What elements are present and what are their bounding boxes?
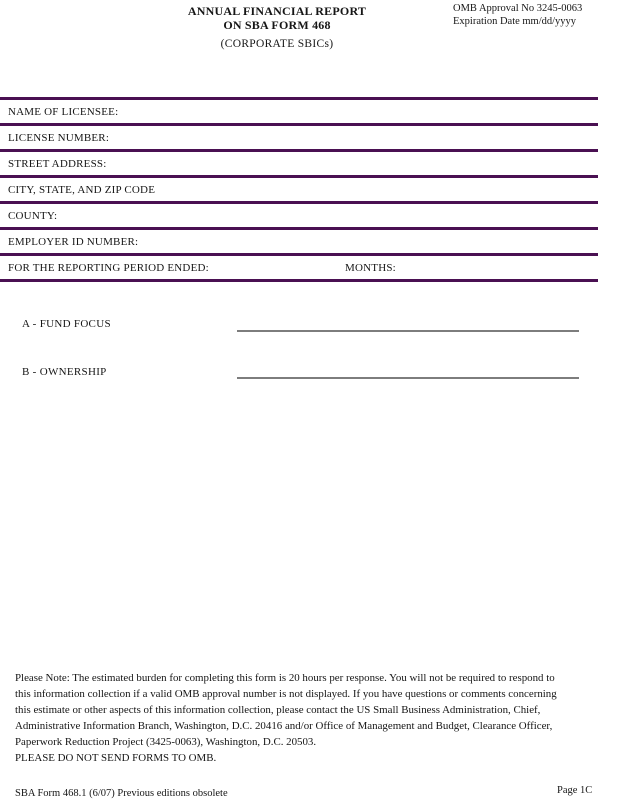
name-of-licensee-label: NAME OF LICENSEE: bbox=[8, 106, 119, 118]
form-title-line1: ANNUAL FINANCIAL REPORT bbox=[187, 4, 367, 18]
county-input[interactable] bbox=[230, 204, 598, 227]
form-title-block bbox=[97, 4, 457, 50]
street-address-label: STREET ADDRESS: bbox=[8, 158, 107, 170]
street-address-input[interactable] bbox=[230, 152, 598, 175]
field-row-name-of-licensee bbox=[0, 97, 598, 123]
months-input[interactable] bbox=[400, 256, 598, 279]
omb-approval-number: OMB Approval No 3245-0063 bbox=[453, 3, 583, 14]
employer-id-input[interactable] bbox=[230, 230, 598, 253]
page-number: Page 1C bbox=[557, 785, 593, 796]
form-edition-note: SBA Form 468.1 (6/07) Previous editions obsolete bbox=[15, 788, 228, 799]
city-state-zip-input[interactable] bbox=[230, 178, 598, 201]
county-label: COUNTY: bbox=[8, 210, 58, 222]
fund-focus-label: A - FUND FOCUS bbox=[22, 318, 111, 330]
city-state-zip-label: CITY, STATE, AND ZIP CODE bbox=[8, 184, 156, 196]
omb-expiration-date: Expiration Date mm/dd/yyyy bbox=[453, 15, 577, 27]
field-row-reporting-period bbox=[0, 253, 598, 279]
field-row-street-address bbox=[0, 149, 598, 175]
reporting-period-label: FOR THE REPORTING PERIOD ENDED: bbox=[8, 262, 209, 274]
form-subtitle: (CORPORATE SBICs) bbox=[220, 38, 334, 50]
licensee-info-table bbox=[0, 97, 598, 282]
months-label: MONTHS: bbox=[345, 262, 396, 274]
burden-notice bbox=[15, 671, 565, 766]
omb-block bbox=[453, 3, 618, 28]
field-row-city-state-zip bbox=[0, 175, 598, 201]
form-title-line2: ON SBA FORM 468 bbox=[223, 18, 331, 32]
ownership-label: B - OWNERSHIP bbox=[22, 366, 107, 378]
table-bottom-rule bbox=[0, 279, 598, 282]
license-number-label: LICENSE NUMBER: bbox=[8, 132, 110, 144]
name-of-licensee-input[interactable] bbox=[230, 100, 598, 123]
license-number-input[interactable] bbox=[230, 126, 598, 149]
burden-notice-body: Please Note: The estimated burden for completing this form is 20 hours per response. You will not be required to respond to this information collection if a valid OMB approval number is not displayed. If you have questions or comments concerning this estimate or other aspects of this information collection, please contact the US Small Business Administration, Chief, Administrative Information Branch, Washington, D.C. 20416 and/or Office of Management and Budget, Clearance Officer, Paperwork Reduction Project (3425-0063), Washington, D.C. 20503. bbox=[15, 672, 557, 748]
field-row-employer-id bbox=[0, 227, 598, 253]
fund-focus-input-line[interactable] bbox=[237, 330, 579, 332]
ownership-input-line[interactable] bbox=[237, 377, 579, 379]
field-row-license-number bbox=[0, 123, 598, 149]
employer-id-label: EMPLOYER ID NUMBER: bbox=[8, 236, 139, 248]
field-row-county bbox=[0, 201, 598, 227]
burden-notice-warning: PLEASE DO NOT SEND FORMS TO OMB. bbox=[15, 751, 217, 764]
